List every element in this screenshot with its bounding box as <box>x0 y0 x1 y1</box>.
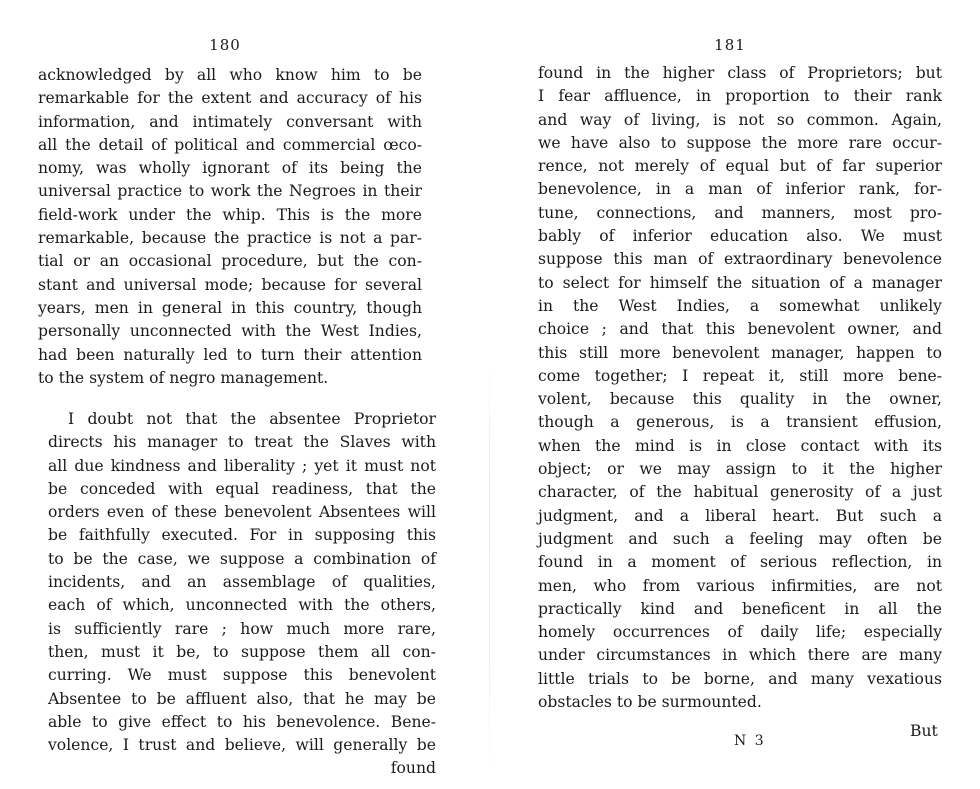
text-line: nomy, was wholly ignorant of its being the <box>38 159 422 178</box>
text-line: universal practice to work the Negroes in their <box>38 182 422 201</box>
right-paragraph <box>538 62 942 714</box>
page-number: 181 <box>714 36 746 54</box>
text-line: each of which, unconnected with the others, <box>48 596 436 615</box>
text-line: when the mind is in close contact with its <box>538 436 942 455</box>
text-line: incidents, and an assemblage of qualities, <box>48 573 436 592</box>
left-paragraph-1 <box>38 64 422 390</box>
text-line: choice ; and that this benevolent owner, and <box>538 320 942 339</box>
text-line: judgment, and a liberal heart. But such a <box>538 506 942 525</box>
text-line: to be the case, we suppose a combination of <box>48 549 436 568</box>
text-line: years, men in general in this country, though <box>38 298 422 317</box>
text-line: character, of the habitual generosity of a just <box>538 483 942 502</box>
text-line: this still more benevolent manager, happen to <box>538 343 942 362</box>
text-line: volent, because this quality in the owner, <box>538 390 942 409</box>
text-line: had been naturally led to turn their attention <box>38 345 422 364</box>
catchword: found <box>390 759 436 778</box>
text-line: tune, connections, and manners, most pro- <box>538 203 942 222</box>
text-line: volence, I trust and believe, will generally be <box>48 736 436 755</box>
text-line: rence, not merely of equal but of far superior <box>538 157 942 176</box>
text-line: all due kindness and liberality ; yet it must not <box>48 456 436 475</box>
text-line: personally unconnected with the West Indies, <box>38 322 422 341</box>
text-line: directs his manager to treat the Slaves with <box>48 433 436 452</box>
text-line: to the system of negro management. <box>38 368 329 387</box>
text-line: men, who from various infirmities, are not <box>538 576 942 595</box>
text-line: curring. We must suppose this benevolent <box>48 666 436 685</box>
right-page <box>490 0 980 789</box>
text-line: be faithfully executed. For in supposing this <box>48 526 436 545</box>
text-line: suppose this man of extraordinary benevolence <box>538 250 942 269</box>
text-line: and way of living, is not so common. Again, <box>538 110 942 129</box>
text-line: acknowledged by all who know him to be <box>38 66 422 84</box>
left-paragraph-2 <box>48 408 436 781</box>
text-line: field-work under the whip. This is the more <box>38 205 422 224</box>
text-line: to select for himself the situation of a manager <box>538 273 942 292</box>
text-line: though a generous, is a transient effusion, <box>538 413 942 432</box>
text-line: information, and intimately conversant with <box>38 112 422 131</box>
text-line: I fear affluence, in proportion to their rank <box>538 87 942 106</box>
text-line: I doubt not that the absentee Proprietor <box>68 410 436 428</box>
text-line: tial or an occasional procedure, but the con- <box>38 252 422 271</box>
text-line: found in a moment of serious reflection, in <box>538 553 942 572</box>
signature-mark: N 3 <box>734 733 766 749</box>
text-line: obstacles to be surmounted. <box>538 693 762 712</box>
text-line: bably of inferior education also. We must <box>538 227 942 246</box>
text-line: found in the higher class of Proprietors; but <box>538 64 942 82</box>
text-line: stant and universal mode; because for several <box>38 275 422 294</box>
text-line: is sufficiently rare ; how much more rare, <box>48 619 436 638</box>
page-number: 180 <box>209 36 241 54</box>
text-line: under circumstances in which there are many <box>538 646 942 665</box>
text-line: in the West Indies, a somewhat unlikely <box>538 296 942 315</box>
text-line: remarkable, because the practice is not a par- <box>38 229 422 248</box>
text-line: come together; I repeat it, still more bene- <box>538 366 942 385</box>
text-line: benevolence, in a man of inferior rank, for- <box>538 180 942 199</box>
text-line: judgment and such a feeling may often be <box>538 529 942 548</box>
text-line: remarkable for the extent and accuracy of his <box>38 89 422 108</box>
text-line: orders even of these benevolent Absentees will <box>48 503 436 522</box>
text-line: practically kind and beneficent in all the <box>538 599 942 618</box>
catchword: But <box>910 722 938 740</box>
text-line: we have also to suppose the more rare occur- <box>538 133 942 152</box>
text-line: be conceded with equal readiness, that the <box>48 479 436 498</box>
text-line: Absentee to be affluent also, that he may be <box>48 689 436 708</box>
text-line: homely occurrences of daily life; especially <box>538 623 942 642</box>
text-line: then, must it be, to suppose them all con- <box>48 642 436 661</box>
text-line: able to give effect to his benevolence. Bene- <box>48 712 436 731</box>
text-line: object; or we may assign to it the higher <box>538 460 942 479</box>
text-line: little trials to be borne, and many vexatious <box>538 669 942 688</box>
text-line: all the detail of political and commercial œco- <box>38 135 422 154</box>
